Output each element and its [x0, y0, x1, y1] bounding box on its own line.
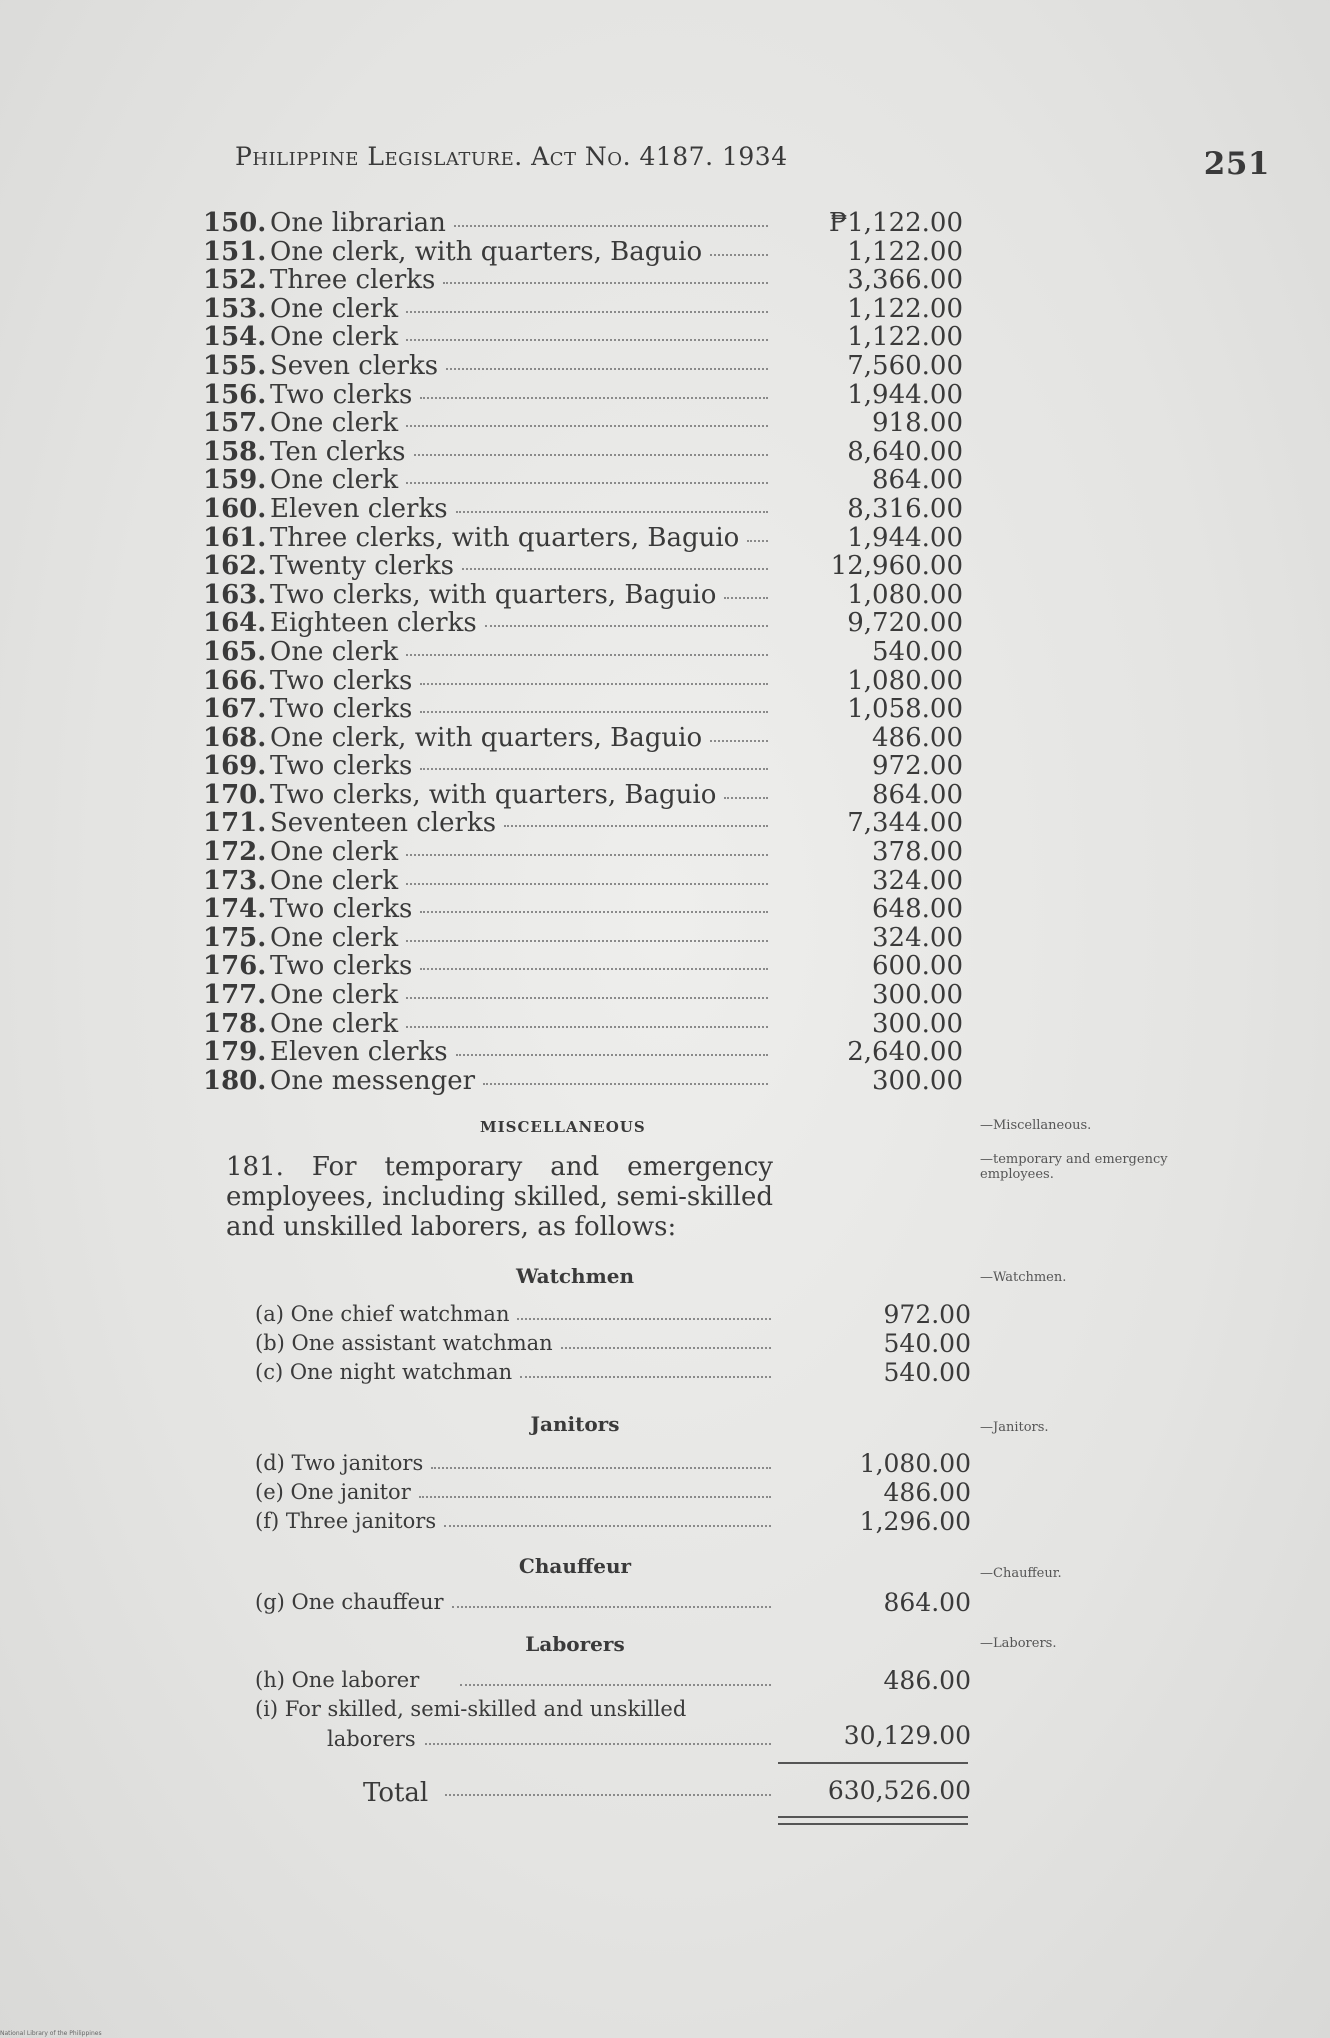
item-number: 174.: [203, 894, 267, 925]
janitors-heading: Janitors: [530, 1412, 620, 1436]
item-number: 180.: [203, 1065, 267, 1096]
item-amount: 864.00: [872, 779, 963, 810]
item-number: 167.: [203, 694, 267, 725]
appropriation-item-list: [203, 208, 963, 1094]
item-181-text: 181. For temporary and emergency employees, including skilled, semi-skilled and unskilled laborers, as follows:: [226, 1152, 773, 1242]
item-row: [203, 551, 963, 580]
item-amount: 1,944.00: [847, 379, 963, 410]
item-amount: 1,122.00: [847, 236, 963, 267]
dot-leader: [460, 1684, 771, 1686]
dot-leader: [520, 1376, 771, 1378]
dot-leader: [504, 825, 768, 827]
margin-note-watchmen: —Watchmen.: [980, 1270, 1067, 1285]
item-amount: 8,316.00: [847, 493, 963, 524]
item-description: Three clerks, with quarters, Baguio: [270, 522, 740, 553]
dot-leader: [406, 311, 768, 313]
chauffeur-row-label: (g) One chauffeur: [255, 1590, 444, 1614]
total-row: [255, 1778, 971, 1808]
item-amount: 1,122.00: [847, 322, 963, 353]
chauffeur-heading: Chauffeur: [518, 1554, 632, 1578]
dot-leader: [431, 1467, 771, 1469]
laborers-heading: Laborers: [525, 1632, 625, 1656]
item-number: 152.: [203, 265, 267, 296]
dot-leader: [724, 797, 768, 799]
dot-leader: [406, 425, 768, 427]
item-amount: 648.00: [872, 894, 963, 925]
total-double-rule: [778, 1816, 968, 1825]
item-number: 154.: [203, 322, 267, 353]
running-head: Philippine Legislature. Act No. 4187. 1934: [235, 142, 788, 171]
item-number: 170.: [203, 779, 267, 810]
item-row: [203, 923, 963, 952]
item-number: 160.: [203, 493, 267, 524]
item-number: 153.: [203, 293, 267, 324]
watchmen-heading: Watchmen: [515, 1264, 635, 1288]
item-amount: 540.00: [872, 636, 963, 667]
item-description: Two clerks: [270, 665, 413, 696]
item-number: 164.: [203, 608, 267, 639]
dot-leader: [420, 397, 768, 399]
item-number: 150.: [203, 208, 267, 238]
dot-leader: [747, 540, 768, 542]
item-row: [203, 380, 963, 409]
item-description: Twenty clerks: [270, 551, 454, 582]
item-amount: 300.00: [872, 1008, 963, 1039]
item-description: Seven clerks: [270, 350, 439, 381]
item-number: 158.: [203, 436, 267, 467]
item-amount: 3,366.00: [847, 265, 963, 296]
item-row: [203, 694, 963, 723]
archive-footer: National Library of the Philippines: [0, 2030, 102, 2037]
item-row: [203, 322, 963, 351]
dot-leader: [406, 940, 768, 942]
dot-leader: [420, 683, 768, 685]
laborer-row-h-amount: 486.00: [883, 1666, 971, 1695]
item-amount: 918.00: [872, 408, 963, 439]
margin-note-chauffeur: —Chauffeur.: [980, 1566, 1062, 1581]
watchmen-row-amount: 540.00: [883, 1358, 971, 1387]
item-description: One clerk: [270, 865, 399, 896]
item-number: 176.: [203, 951, 267, 982]
dot-leader: [445, 1794, 771, 1796]
dot-leader: [420, 911, 768, 913]
laborer-row-h: [255, 1668, 971, 1698]
item-number: 159.: [203, 465, 267, 496]
item-amount: 1,080.00: [847, 665, 963, 696]
dot-leader: [420, 711, 768, 713]
item-description: One librarian: [270, 208, 446, 238]
item-amount: 7,344.00: [847, 808, 963, 839]
item-number: 166.: [203, 665, 267, 696]
dot-leader: [406, 997, 768, 999]
watchmen-row-label: (c) One night watchman: [255, 1360, 513, 1384]
item-number: 169.: [203, 751, 267, 782]
item-row: [203, 1037, 963, 1066]
item-amount: 2,640.00: [847, 1037, 963, 1068]
item-number: 177.: [203, 980, 267, 1011]
item-number: 173.: [203, 865, 267, 896]
watchmen-row-label: (a) One chief watchman: [255, 1302, 510, 1326]
laborer-row-i-label-line1: (i) For skilled, semi-skilled and unskilled: [255, 1697, 687, 1721]
dot-leader: [483, 1083, 768, 1085]
item-number: 179.: [203, 1037, 267, 1068]
dot-leader: [456, 511, 768, 513]
dot-leader: [710, 254, 768, 256]
item-row: [203, 608, 963, 637]
item-row: [203, 1009, 963, 1038]
laborer-row-i: [255, 1697, 971, 1757]
item-row: [203, 780, 963, 809]
item-amount: 1,944.00: [847, 522, 963, 553]
dot-leader: [420, 968, 768, 970]
janitors-row-label: (f) Three janitors: [255, 1509, 437, 1533]
item-description: One clerk: [270, 408, 399, 439]
item-row: [203, 294, 963, 323]
item-amount: 1,080.00: [847, 579, 963, 610]
item-row: [203, 808, 963, 837]
item-amount: 324.00: [872, 865, 963, 896]
watchmen-row: [255, 1331, 971, 1361]
item-description: Ten clerks: [270, 436, 406, 467]
item-description: Eleven clerks: [270, 1037, 448, 1068]
item-number: 163.: [203, 579, 267, 610]
dot-leader: [406, 1026, 768, 1028]
dot-leader: [425, 1743, 771, 1745]
item-row: [203, 951, 963, 980]
dot-leader: [454, 225, 768, 227]
laborer-row-h-label: (h) One laborer: [255, 1668, 420, 1692]
item-description: Two clerks, with quarters, Baguio: [270, 779, 717, 810]
item-row: [203, 465, 963, 494]
item-description: One messenger: [270, 1065, 476, 1096]
item-amount: 8,640.00: [847, 436, 963, 467]
item-row: [203, 351, 963, 380]
item-number: 175.: [203, 922, 267, 953]
item-row: [203, 980, 963, 1009]
item-description: Two clerks: [270, 694, 413, 725]
item-row: [203, 637, 963, 666]
dot-leader: [420, 768, 768, 770]
item-number: 162.: [203, 551, 267, 582]
item-row: [203, 237, 963, 266]
dot-leader: [485, 625, 768, 627]
item-description: One clerk: [270, 465, 399, 496]
janitors-row: [255, 1480, 971, 1510]
dot-leader: [406, 339, 768, 341]
dot-leader: [406, 482, 768, 484]
item-amount: 600.00: [872, 951, 963, 982]
item-number: 151.: [203, 236, 267, 267]
item-amount: ₱1,122.00: [828, 208, 963, 238]
item-row: [203, 751, 963, 780]
item-description: One clerk: [270, 837, 399, 868]
janitors-row-amount: 486.00: [883, 1478, 971, 1507]
dot-leader: [724, 597, 768, 599]
margin-note-laborers: —Laborers.: [980, 1636, 1057, 1651]
chauffeur-row-amount: 864.00: [883, 1588, 971, 1617]
item-description: Seventeen clerks: [270, 808, 497, 839]
laborer-row-i-label-line2: laborers: [327, 1727, 416, 1751]
item-description: One clerk: [270, 922, 399, 953]
item-number: 157.: [203, 408, 267, 439]
dot-leader: [517, 1318, 771, 1320]
item-amount: 9,720.00: [847, 608, 963, 639]
item-description: Eighteen clerks: [270, 608, 477, 639]
dot-leader: [414, 454, 768, 456]
dot-leader: [406, 654, 768, 656]
item-description: One clerk: [270, 636, 399, 667]
item-number: 172.: [203, 837, 267, 868]
item-description: Two clerks: [270, 379, 413, 410]
item-row: [203, 437, 963, 466]
item-row: [203, 265, 963, 294]
item-amount: 378.00: [872, 837, 963, 868]
item-description: One clerk: [270, 1008, 399, 1039]
dot-leader: [444, 1525, 771, 1527]
item-description: Two clerks, with quarters, Baguio: [270, 579, 717, 610]
dot-leader: [419, 1496, 771, 1498]
item-description: Two clerks: [270, 751, 413, 782]
item-amount: 12,960.00: [830, 551, 963, 582]
total-label: Total: [363, 1778, 429, 1808]
item-amount: 7,560.00: [847, 350, 963, 381]
item-description: One clerk: [270, 980, 399, 1011]
dot-leader: [710, 740, 768, 742]
janitors-row-amount: 1,080.00: [859, 1449, 971, 1478]
item-amount: 324.00: [872, 922, 963, 953]
item-181-paragraph: [178, 1152, 773, 1242]
janitors-row: [255, 1451, 971, 1481]
item-description: Two clerks: [270, 951, 413, 982]
item-row: [203, 1066, 963, 1095]
page-header: [235, 142, 1275, 182]
item-row: [203, 894, 963, 923]
item-row: [203, 866, 963, 895]
chauffeur-row: [255, 1590, 971, 1620]
item-row: [203, 580, 963, 609]
item-description: Three clerks: [270, 265, 436, 296]
dot-leader: [443, 282, 768, 284]
item-row: [203, 666, 963, 695]
janitors-row-label: (e) One janitor: [255, 1480, 411, 1504]
item-row: [203, 494, 963, 523]
dot-leader: [462, 568, 768, 570]
item-amount: 300.00: [872, 1065, 963, 1096]
item-amount: 972.00: [872, 751, 963, 782]
item-amount: 300.00: [872, 980, 963, 1011]
total-amount: 630,526.00: [827, 1776, 971, 1805]
item-row: [203, 208, 963, 237]
watchmen-row-amount: 540.00: [883, 1329, 971, 1358]
laborer-row-i-amount: 30,129.00: [843, 1721, 971, 1750]
item-row: [203, 723, 963, 752]
item-row: [203, 408, 963, 437]
margin-note-temporary: —temporary and emergency employees.: [980, 1152, 1168, 1182]
item-amount: 864.00: [872, 465, 963, 496]
subtotal-rule: [778, 1762, 968, 1764]
item-description: One clerk: [270, 322, 399, 353]
margin-note-miscellaneous: —Miscellaneous.: [980, 1118, 1092, 1133]
janitors-row-amount: 1,296.00: [859, 1507, 971, 1536]
item-description: Two clerks: [270, 894, 413, 925]
miscellaneous-heading: MISCELLANEOUS: [480, 1118, 646, 1136]
dot-leader: [456, 1054, 768, 1056]
watchmen-row: [255, 1360, 971, 1390]
watchmen-row: [255, 1302, 971, 1332]
dot-leader: [406, 854, 768, 856]
dot-leader: [406, 883, 768, 885]
item-row: [203, 837, 963, 866]
item-description: One clerk, with quarters, Baguio: [270, 236, 703, 267]
item-number: 171.: [203, 808, 267, 839]
item-number: 178.: [203, 1008, 267, 1039]
item-row: [203, 523, 963, 552]
item-description: One clerk, with quarters, Baguio: [270, 722, 703, 753]
item-amount: 1,058.00: [847, 694, 963, 725]
watchmen-row-amount: 972.00: [883, 1300, 971, 1329]
item-amount: 486.00: [872, 722, 963, 753]
janitors-row: [255, 1509, 971, 1539]
page-number: 251: [1203, 146, 1270, 182]
watchmen-row-label: (b) One assistant watchman: [255, 1331, 553, 1355]
dot-leader: [561, 1347, 771, 1349]
dot-leader: [452, 1606, 771, 1608]
margin-note-janitors: —Janitors.: [980, 1420, 1049, 1435]
item-number: 165.: [203, 636, 267, 667]
item-number: 161.: [203, 522, 267, 553]
item-number: 155.: [203, 350, 267, 381]
item-description: Eleven clerks: [270, 493, 448, 524]
dot-leader: [446, 368, 768, 370]
item-description: One clerk: [270, 293, 399, 324]
item-number: 168.: [203, 722, 267, 753]
item-amount: 1,122.00: [847, 293, 963, 324]
item-number: 156.: [203, 379, 267, 410]
janitors-row-label: (d) Two janitors: [255, 1451, 424, 1475]
